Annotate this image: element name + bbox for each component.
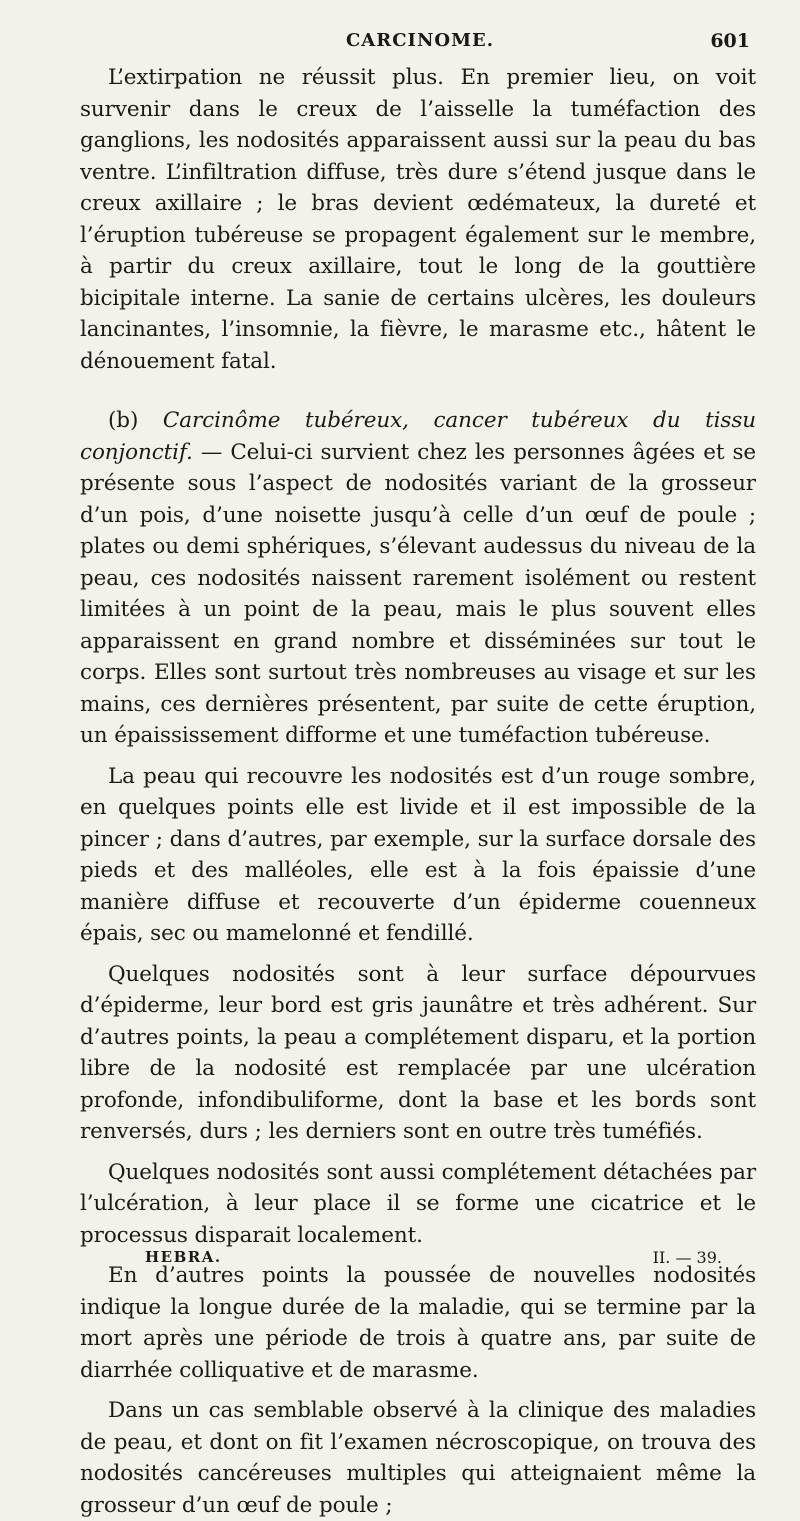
section-title: Carcinôme tubéreux, cancer tubéreux du tissu conjonctif. — [80, 408, 757, 465]
paragraph: Dans un cas semblable observé à la clinique des maladies de peau, et dont on fit l’examen nécroscopique, on trouva des nodosités cancéreuses multiples qui atteignaient même la grosseur d’un œuf de poule ; — [80, 1398, 756, 1518]
paragraph: Quelques nodosités sont à leur surface dépourvues d’épiderme, leur bord est gris jaunâtre et très adhérent. Sur d’autres points, la peau a complétement disparu, et la portion libre de la nodosité est remplacée par une ulcération profonde, infondibuliforme, dont la base et les bords sont renversés, durs ; les derniers sont en outre très tuméfiés. — [80, 961, 756, 1144]
section-label: (b) — [108, 408, 139, 433]
footer-author: HEBRA. — [145, 1248, 222, 1266]
body-text — [80, 62, 756, 1521]
running-title: CARCINOME. — [345, 30, 495, 51]
paragraph: En d’autres points la poussée de nouvelles nodosités indique la longue durée de la maladie, qui se termine par la mort après une période de trois à quatre ans, par suite de diarrhée colliquative et de marasme. — [80, 1263, 756, 1383]
section-b-paragraph — [80, 405, 756, 752]
paragraph: L’extirpation ne réussit plus. En premier lieu, on voit survenir dans le creux de l’aisselle la tuméfaction des ganglions, les nodosités apparaissent aussi sur la peau du bas ventre. L’infiltration diffuse, très dure s’étend jusque dans le creux axillaire ; le bras devient œdémateux, la dureté et l’éruption tubéreuse se propagent également sur le membre, à partir du creux axillaire, tout le long de la gouttière bicipitale interne. La sanie de certains ulcères, les douleurs lancinantes, l’insomnie, la fièvre, le marasme etc., hâtent le dénouement fatal. — [80, 65, 756, 374]
page-number: 601 — [710, 30, 750, 52]
section-text: — Celui-ci survient chez les personnes âgées et se présente sous l’aspect de nodosités variant de la grosseur d’un pois, d’une noisette jusqu’à celle d’un œuf de poule ; plates ou demi sphériques, s’élevant audessus du niveau de la peau, ces nodosités naissent rarement isolément ou restent limitées à un point de la peau, mais le plus souvent elles apparaissent en grand nombre et disséminées sur tout le corps. Elles sont surtout très nombreuses au visage et sur les mains, ces dernières présentent, par suite de cette éruption, un épaississement difforme et une tuméfaction tubéreuse. — [80, 439, 757, 748]
page-footer — [145, 1248, 722, 1272]
paragraph: Quelques nodosités sont aussi complétement détachées par l’ulcération, à leur place il se forme une cicatrice et le processus disparait localement. — [80, 1159, 756, 1248]
page-header — [80, 30, 760, 58]
footer-signature: II. — 39. — [652, 1248, 722, 1267]
paragraph: La peau qui recouvre les nodosités est d’un rouge sombre, en quelques points elle est livide et il est impossible de la pincer ; dans d’autres, par exemple, sur la surface dorsale des pieds et des malléoles, elle est à la fois épaissie d’une manière diffuse et recouverte d’un épiderme couenneux épais, sec ou mamelonné et fendillé. — [80, 763, 756, 946]
